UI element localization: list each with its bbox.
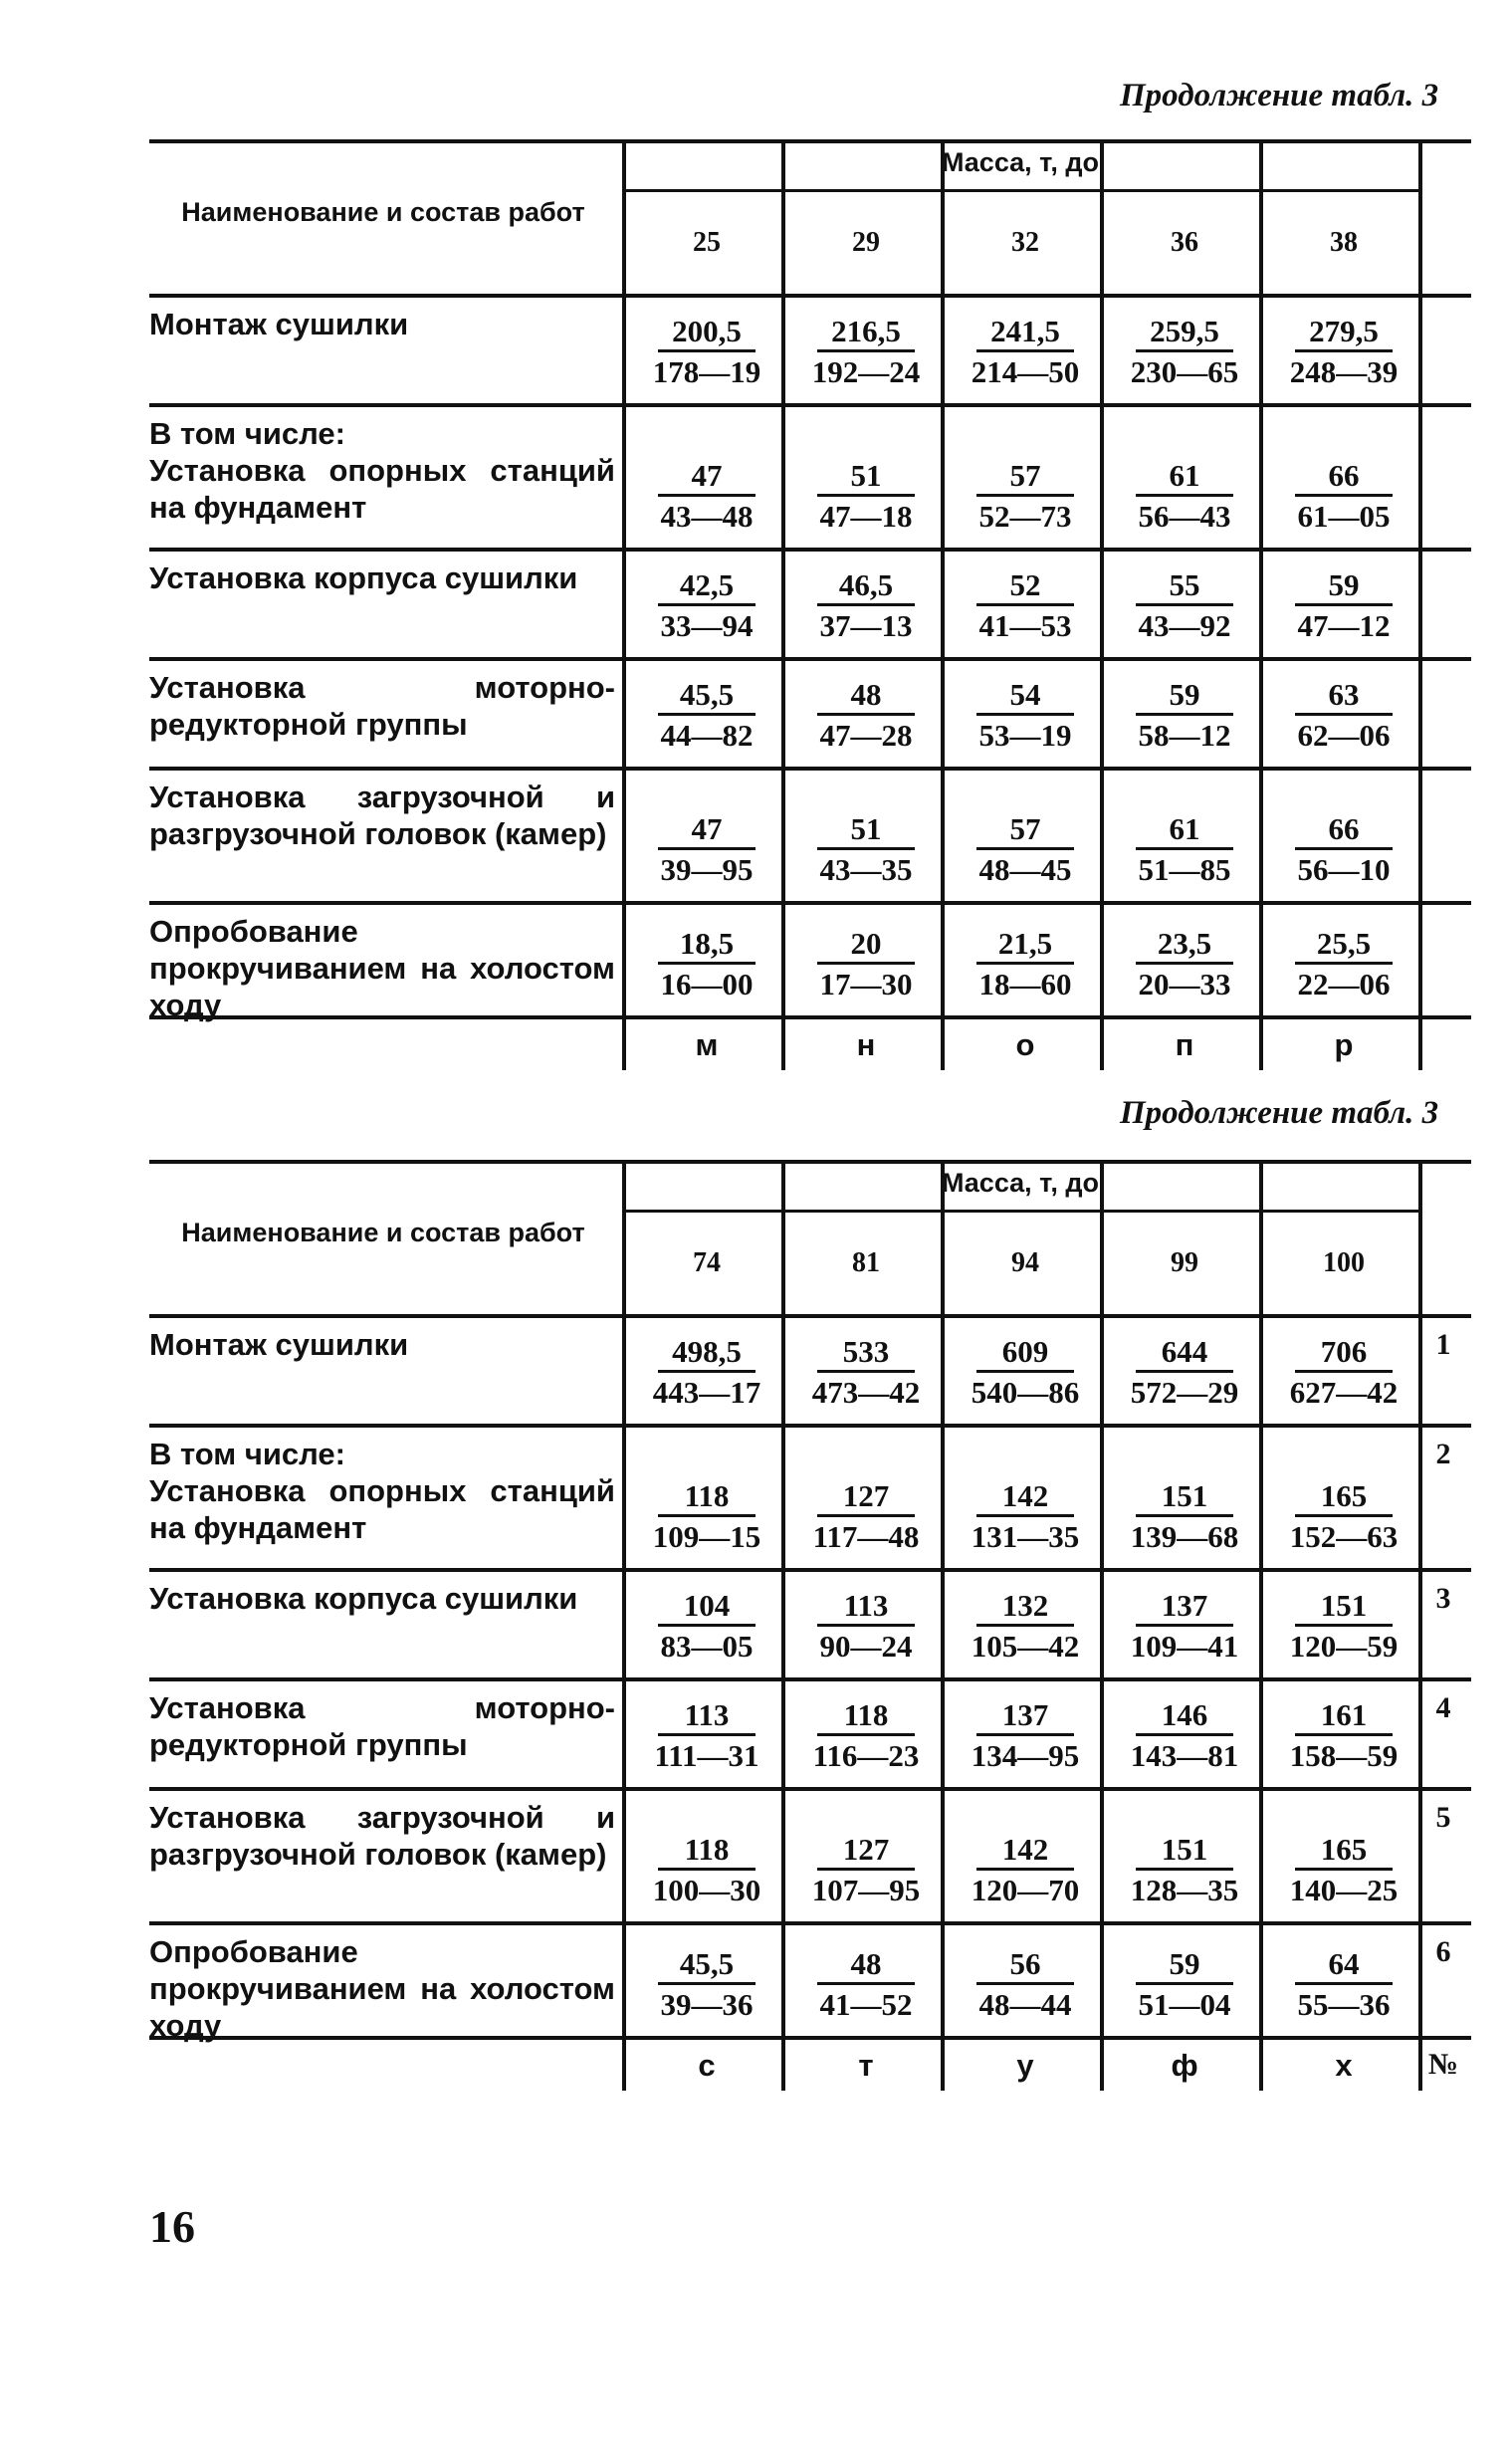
row-work-name: Установка корпуса сушилки	[149, 1581, 578, 1616]
column-letter: п	[1175, 1027, 1194, 1062]
value-denominator: 120—59	[1289, 1629, 1399, 1664]
header-mass-value: 36	[1171, 227, 1198, 258]
value-denominator: 56—10	[1297, 852, 1391, 887]
value-denominator: 100—30	[652, 1873, 761, 1907]
header-mass-value: 29	[852, 227, 880, 258]
row-number: 3	[1435, 1582, 1451, 1615]
data-table	[149, 1160, 1471, 2116]
value-numerator: 57	[976, 811, 1074, 850]
value-denominator: 47—12	[1297, 608, 1391, 643]
value-denominator: 443—17	[652, 1375, 761, 1410]
row-value-cell	[1105, 1946, 1264, 2025]
row-separator	[149, 901, 1471, 905]
column-letter: о	[1015, 1027, 1035, 1062]
value-denominator: 33—94	[660, 608, 754, 643]
table-caption: Продолжение табл. 3	[1120, 1095, 1439, 1131]
header-work-name: Наименование и состав работ	[181, 197, 585, 227]
value-numerator: 25,5	[1295, 926, 1393, 965]
header-mass-value: 38	[1330, 227, 1358, 258]
value-numerator: 48	[817, 677, 915, 716]
column-divider	[622, 1160, 626, 2091]
value-denominator: 20—33	[1138, 967, 1231, 1002]
value-denominator: 37—13	[819, 608, 913, 643]
value-numerator: 21,5	[976, 926, 1074, 965]
row-value-cell	[946, 926, 1105, 1004]
value-numerator: 55	[1136, 567, 1233, 606]
value-numerator: 142	[976, 1478, 1074, 1517]
row-value-cell	[946, 567, 1105, 646]
mass-header-rule	[622, 1210, 1418, 1213]
value-numerator: 498,5	[658, 1334, 756, 1373]
value-denominator: 117—48	[812, 1519, 920, 1554]
value-numerator: 59	[1136, 1946, 1233, 1985]
value-denominator: 248—39	[1289, 354, 1399, 389]
header-mass-value: 100	[1323, 1247, 1365, 1278]
row-value-cell	[946, 811, 1105, 890]
column-letter: у	[1016, 2048, 1034, 2083]
value-numerator: 45,5	[658, 1946, 756, 1985]
value-denominator: 178—19	[652, 354, 761, 389]
value-numerator: 151	[1295, 1588, 1393, 1627]
row-value-cell	[1105, 1832, 1264, 1910]
mass-header-rule	[622, 189, 1418, 192]
row-value-cell	[1264, 458, 1423, 537]
value-denominator: 48—45	[978, 852, 1072, 887]
row-work-name: Установка корпуса сушилки	[149, 560, 578, 595]
value-denominator: 139—68	[1130, 1519, 1239, 1554]
value-denominator: 52—73	[978, 499, 1072, 534]
row-separator	[149, 548, 1471, 552]
row-separator	[149, 657, 1471, 661]
row-value-cell	[786, 677, 946, 756]
value-numerator: 18,5	[658, 926, 756, 965]
value-numerator: 54	[976, 677, 1074, 716]
row-value-cell	[627, 811, 786, 890]
row-work-name: Опробование прокручиванием на холостом ходу	[149, 1934, 615, 2043]
header-mass-value: 25	[693, 227, 721, 258]
row-value-cell	[786, 314, 946, 392]
value-numerator: 137	[976, 1697, 1074, 1736]
column-divider	[622, 139, 626, 1070]
value-numerator: 216,5	[817, 314, 915, 352]
row-value-cell	[1105, 567, 1264, 646]
value-numerator: 63	[1295, 677, 1393, 716]
value-denominator: 43—35	[819, 852, 913, 887]
row-value-cell	[627, 1478, 786, 1557]
value-numerator: 533	[817, 1334, 915, 1373]
header-mass-value: 99	[1171, 1247, 1198, 1278]
row-value-cell	[786, 1832, 946, 1910]
header-mass-value: 74	[693, 1247, 721, 1278]
row-value-cell	[946, 1478, 1105, 1557]
value-numerator: 118	[658, 1478, 756, 1517]
row-value-cell	[1105, 1697, 1264, 1776]
row-number: 1	[1435, 1328, 1451, 1361]
row-value-cell	[1264, 677, 1423, 756]
value-numerator: 51	[817, 811, 915, 850]
value-denominator: 140—25	[1289, 1873, 1399, 1907]
value-denominator: 107—95	[811, 1873, 921, 1907]
value-numerator: 45,5	[658, 677, 756, 716]
value-denominator: 540—86	[971, 1375, 1080, 1410]
row-value-cell	[627, 567, 786, 646]
value-numerator: 42,5	[658, 567, 756, 606]
value-denominator: 143—81	[1130, 1738, 1239, 1773]
value-denominator: 51—04	[1138, 1987, 1231, 2022]
column-letter: ф	[1171, 2048, 1198, 2083]
row-value-cell	[1264, 1697, 1423, 1776]
row-work-name: В том числе: Установка опорных станций на фундамент	[149, 416, 615, 525]
value-denominator: 230—65	[1130, 354, 1239, 389]
value-denominator: 58—12	[1138, 718, 1231, 753]
value-numerator: 66	[1295, 811, 1393, 850]
column-letter: м	[695, 1027, 719, 1062]
value-numerator: 241,5	[976, 314, 1074, 352]
value-denominator: 134—95	[971, 1738, 1080, 1773]
row-value-cell	[1105, 458, 1264, 537]
value-denominator: 56—43	[1138, 499, 1231, 534]
row-separator	[149, 294, 1471, 298]
value-numerator: 47	[658, 811, 756, 850]
value-denominator: 128—35	[1130, 1873, 1239, 1907]
value-denominator: 17—30	[819, 967, 913, 1002]
row-value-cell	[1105, 677, 1264, 756]
table-top-rule	[149, 1160, 1471, 1164]
value-numerator: 127	[817, 1478, 915, 1517]
value-numerator: 161	[1295, 1697, 1393, 1736]
value-denominator: 158—59	[1289, 1738, 1399, 1773]
value-denominator: 43—92	[1138, 608, 1231, 643]
row-value-cell	[1264, 1478, 1423, 1557]
value-denominator: 44—82	[660, 718, 754, 753]
row-value-cell	[1264, 567, 1423, 646]
row-value-cell	[946, 1946, 1105, 2025]
value-numerator: 51	[817, 458, 915, 497]
row-separator	[149, 1424, 1471, 1428]
row-value-cell	[946, 677, 1105, 756]
row-value-cell	[786, 1946, 946, 2025]
row-value-cell	[786, 458, 946, 537]
value-numerator: 64	[1295, 1946, 1393, 1985]
value-denominator: 105—42	[971, 1629, 1080, 1664]
row-separator	[149, 403, 1471, 407]
value-numerator: 127	[817, 1832, 915, 1871]
row-value-cell	[786, 926, 946, 1004]
value-denominator: 473—42	[811, 1375, 921, 1410]
value-denominator: 116—23	[812, 1738, 920, 1773]
value-denominator: 53—19	[978, 718, 1072, 753]
row-number: 4	[1435, 1691, 1451, 1724]
value-denominator: 18—60	[978, 967, 1072, 1002]
header-mass-value: 32	[1011, 227, 1039, 258]
header-mass-label: Масса, т, до	[941, 147, 1100, 177]
value-numerator: 59	[1295, 567, 1393, 606]
row-work-name: Установка моторно-редукторной группы	[149, 670, 615, 742]
value-denominator: 22—06	[1297, 967, 1391, 1002]
column-letter: н	[856, 1027, 876, 1062]
column-letter: р	[1334, 1027, 1354, 1062]
value-denominator: 62—06	[1297, 718, 1391, 753]
row-separator	[149, 1787, 1471, 1791]
row-separator	[149, 1314, 1471, 1318]
header-mass-value: 94	[1011, 1247, 1039, 1278]
row-value-cell	[1264, 1334, 1423, 1413]
row-value-cell	[627, 677, 786, 756]
page-number: 16	[149, 2201, 195, 2252]
value-denominator: 43—48	[660, 499, 754, 534]
value-denominator: 131—35	[971, 1519, 1080, 1554]
row-value-cell	[946, 314, 1105, 392]
value-denominator: 627—42	[1289, 1375, 1399, 1410]
value-denominator: 61—05	[1297, 499, 1391, 534]
row-separator	[149, 1568, 1471, 1572]
row-value-cell	[786, 1697, 946, 1776]
row-work-name: Монтаж сушилки	[149, 307, 409, 341]
row-value-cell	[627, 926, 786, 1004]
value-numerator: 23,5	[1136, 926, 1233, 965]
value-denominator: 39—95	[660, 852, 754, 887]
row-value-cell	[1105, 926, 1264, 1004]
row-value-cell	[1105, 314, 1264, 392]
value-denominator: 16—00	[660, 967, 754, 1002]
value-numerator: 151	[1136, 1478, 1233, 1517]
header-mass-value: 81	[852, 1247, 880, 1278]
row-value-cell	[786, 1334, 946, 1413]
row-value-cell	[946, 1334, 1105, 1413]
row-value-cell	[627, 1946, 786, 2025]
value-numerator: 56	[976, 1946, 1074, 1985]
row-value-cell	[627, 1832, 786, 1910]
value-denominator: 41—52	[819, 1987, 913, 2022]
value-numerator: 118	[658, 1832, 756, 1871]
row-separator	[149, 1921, 1471, 1925]
value-numerator: 52	[976, 567, 1074, 606]
value-numerator: 259,5	[1136, 314, 1233, 352]
value-numerator: 48	[817, 1946, 915, 1985]
value-numerator: 113	[658, 1697, 756, 1736]
value-denominator: 192—24	[811, 354, 921, 389]
header-mass-label: Масса, т, до	[941, 1168, 1100, 1198]
row-value-cell	[1264, 1946, 1423, 2025]
row-value-cell	[946, 458, 1105, 537]
value-numerator: 104	[658, 1588, 756, 1627]
row-value-cell	[946, 1588, 1105, 1667]
row-value-cell	[1105, 1588, 1264, 1667]
value-numerator: 66	[1295, 458, 1393, 497]
value-denominator: 572—29	[1130, 1375, 1239, 1410]
data-table	[149, 139, 1471, 1095]
value-numerator: 137	[1136, 1588, 1233, 1627]
value-denominator: 48—44	[978, 1987, 1072, 2022]
value-denominator: 51—85	[1138, 852, 1231, 887]
value-denominator: 109—15	[652, 1519, 761, 1554]
row-value-cell	[1264, 1832, 1423, 1910]
row-value-cell	[627, 1334, 786, 1413]
value-numerator: 165	[1295, 1478, 1393, 1517]
value-numerator: 46,5	[817, 567, 915, 606]
value-denominator: 111—31	[654, 1738, 759, 1773]
value-numerator: 118	[817, 1697, 915, 1736]
value-numerator: 706	[1295, 1334, 1393, 1373]
row-number: 5	[1435, 1801, 1451, 1834]
value-denominator: 214—50	[971, 354, 1080, 389]
column-letter: х	[1335, 2048, 1353, 2083]
value-numerator: 113	[817, 1588, 915, 1627]
value-numerator: 61	[1136, 811, 1233, 850]
row-value-cell	[1264, 1588, 1423, 1667]
value-numerator: 609	[976, 1334, 1074, 1373]
value-denominator: 47—18	[819, 499, 913, 534]
column-letter: т	[858, 2048, 874, 2083]
row-work-name: Монтаж сушилки	[149, 1327, 409, 1362]
row-work-name: Установка загрузочной и разгрузочной головок (камер)	[149, 780, 615, 851]
column-letter: с	[698, 2048, 716, 2083]
row-value-cell	[786, 567, 946, 646]
value-denominator: 55—36	[1297, 1987, 1391, 2022]
row-separator	[149, 1677, 1471, 1681]
value-numerator: 59	[1136, 677, 1233, 716]
row-work-name: Установка моторно-редукторной группы	[149, 1690, 615, 1762]
value-numerator: 644	[1136, 1334, 1233, 1373]
row-value-cell	[1264, 811, 1423, 890]
value-numerator: 279,5	[1295, 314, 1393, 352]
row-separator	[149, 767, 1471, 771]
value-denominator: 41—53	[978, 608, 1072, 643]
row-value-cell	[1105, 811, 1264, 890]
row-number: 6	[1435, 1935, 1451, 1968]
value-denominator: 47—28	[819, 718, 913, 753]
row-value-cell	[627, 1588, 786, 1667]
value-numerator: 200,5	[658, 314, 756, 352]
value-denominator: 83—05	[660, 1629, 754, 1664]
value-denominator: 90—24	[819, 1629, 913, 1664]
row-work-name: В том числе: Установка опорных станций на фундамент	[149, 1437, 615, 1545]
row-work-name: Установка загрузочной и разгрузочной головок (камер)	[149, 1800, 615, 1872]
value-denominator: 39—36	[660, 1987, 754, 2022]
value-denominator: 152—63	[1289, 1519, 1399, 1554]
value-numerator: 57	[976, 458, 1074, 497]
value-numerator: 146	[1136, 1697, 1233, 1736]
row-value-cell	[786, 1478, 946, 1557]
value-numerator: 132	[976, 1588, 1074, 1627]
value-denominator: 120—70	[971, 1873, 1080, 1907]
value-numerator: 142	[976, 1832, 1074, 1871]
row-value-cell	[627, 1697, 786, 1776]
row-value-cell	[1105, 1334, 1264, 1413]
row-value-cell	[786, 1588, 946, 1667]
value-numerator: 20	[817, 926, 915, 965]
table-top-rule	[149, 139, 1471, 143]
value-denominator: 109—41	[1130, 1629, 1239, 1664]
value-numerator: 151	[1136, 1832, 1233, 1871]
row-value-cell	[946, 1832, 1105, 1910]
value-numerator: 61	[1136, 458, 1233, 497]
header-work-name: Наименование и состав работ	[181, 1218, 585, 1247]
row-value-cell	[627, 314, 786, 392]
row-value-cell	[627, 458, 786, 537]
row-value-cell	[1264, 314, 1423, 392]
row-value-cell	[786, 811, 946, 890]
row-work-name: Опробование прокручиванием на холостом ходу	[149, 914, 615, 1022]
row-value-cell	[946, 1697, 1105, 1776]
value-numerator: 165	[1295, 1832, 1393, 1871]
row-value-cell	[1264, 926, 1423, 1004]
value-numerator: 47	[658, 458, 756, 497]
row-number: 2	[1435, 1438, 1451, 1470]
table-caption: Продолжение табл. 3	[1120, 78, 1439, 113]
row-value-cell	[1105, 1478, 1264, 1557]
number-column-label: №	[1427, 2048, 1459, 2081]
